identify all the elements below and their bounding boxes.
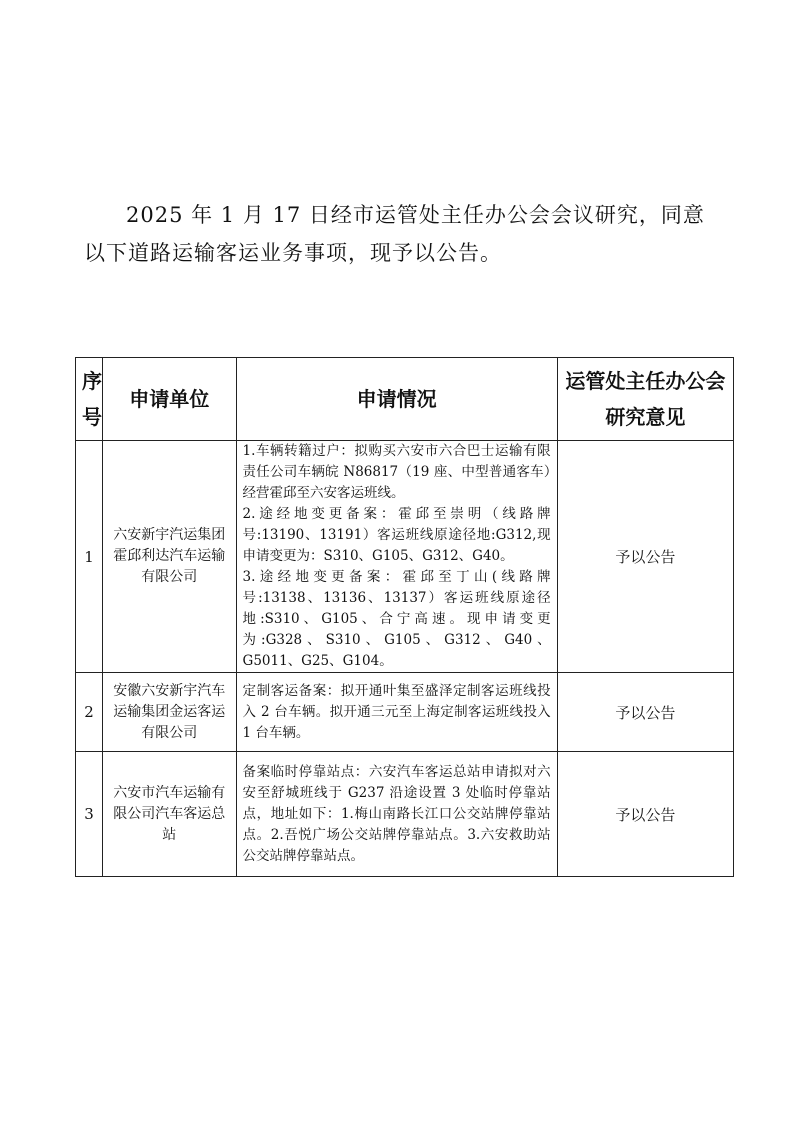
- table-row: [76, 441, 734, 673]
- detail-item: 备案临时停靠站点：六安汽车客运总站申请拟对六安至舒城班线于 G237 沿途设置 3 处临时停靠站点，地址如下：1.梅山南路长江口公交站牌停靠站点。2.吾悦广场公交站牌停靠站点。3.六安救助站公交站牌停靠站点。: [242, 763, 551, 864]
- intro-paragraph: 2025 年 1 月 17 日经市运管处主任办公会会议研究，同意以下道路运输客运业务事项，现予以公告。: [84, 203, 705, 265]
- table-row: [76, 673, 734, 752]
- office-opinion: 予以公告: [557, 673, 733, 752]
- office-opinion: 予以公告: [557, 752, 733, 877]
- detail-item: 2.途经地变更备案：霍邱至崇明（线路牌号:13190、13191）客运班线原途径地:G312,现申请变更为：S310、G105、G312、G40。: [242, 506, 551, 564]
- application-details: [236, 673, 557, 752]
- application-details: [236, 441, 557, 673]
- applicant-unit: 安徽六安新宇汽车运输集团金运客运有限公司: [102, 673, 236, 752]
- application-details: [236, 752, 557, 877]
- applicant-unit: 六安新宇汽运集团霍邱利达汽车运输有限公司: [102, 441, 236, 673]
- applicant-unit: 六安市汽车运输有限公司汽车客运总站: [102, 752, 236, 877]
- row-number: 1: [76, 441, 103, 673]
- header-office-opinion: 运管处主任办公会研究意见: [557, 358, 733, 441]
- header-applicant-unit: 申请单位: [102, 358, 236, 441]
- table-header-row: [76, 358, 734, 441]
- header-serial-number: 序号: [76, 358, 103, 441]
- detail-item: 3.途经地变更备案：霍邱至丁山(线路牌号:13138、13136、13137）客运班线原途径地:S310、G105、合宁高速。现申请变更为:G328、S310、G105、G312、G40、G5011、G25、G104。: [242, 569, 551, 669]
- row-number: 2: [76, 673, 103, 752]
- row-number: 3: [76, 752, 103, 877]
- header-application-details: 申请情况: [236, 358, 557, 441]
- announcement-table: [75, 357, 734, 877]
- table-row: [76, 752, 734, 877]
- detail-item: 1.车辆转籍过户：拟购买六安市六合巴士运输有限责任公司车辆皖 N86817（19 座、中型普通客车）经营霍邱至六安客运班线。: [242, 443, 551, 501]
- detail-item: 定制客运备案：拟开通叶集至盛泽定制客运班线投入 2 台车辆。拟开通三元至上海定制客运班线投入 1 台车辆。: [242, 682, 551, 741]
- office-opinion: 予以公告: [557, 441, 733, 673]
